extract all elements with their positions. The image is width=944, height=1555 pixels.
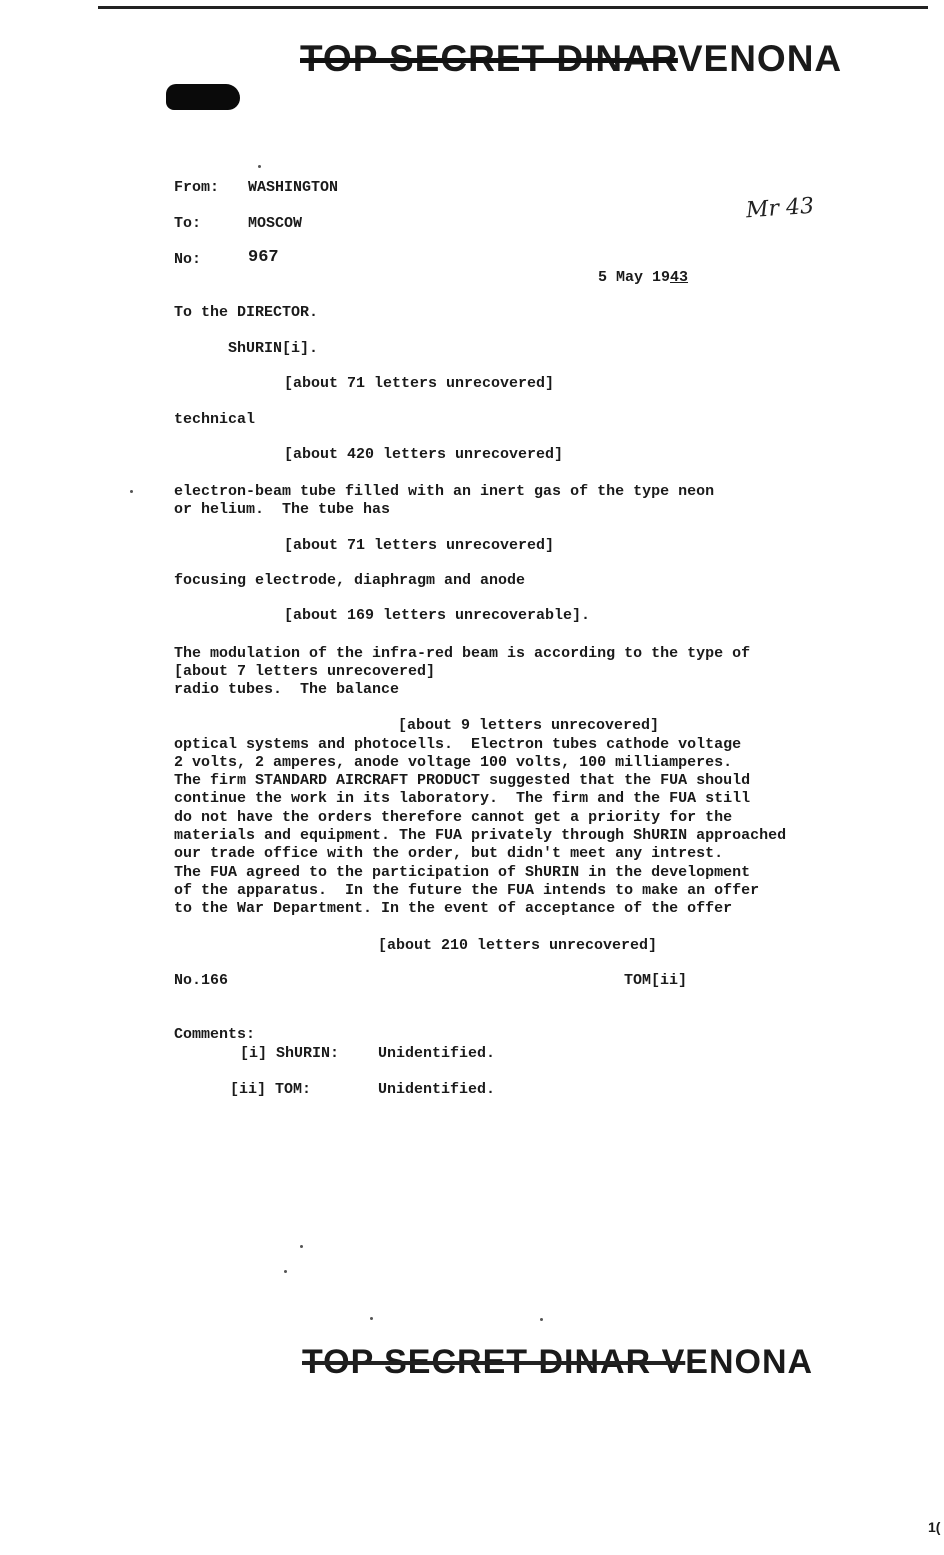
handwritten-reference: Mr 43	[745, 193, 815, 224]
paragraph-line: of the apparatus. In the future the FUA intends to make an offer	[174, 882, 760, 899]
paragraph-line: or helium. The tube has	[174, 501, 391, 518]
shurin-reference: ShURIN[i].	[228, 340, 319, 357]
classification-marking-top	[300, 38, 842, 80]
serial-number: No.166	[174, 972, 229, 989]
scan-speck	[130, 490, 133, 493]
paragraph-line: electron-beam tube filled with an inert gas of the type neon	[174, 483, 715, 500]
comment-value: Unidentified.	[378, 1081, 496, 1098]
gap-note: [about 71 letters unrecovered]	[284, 375, 555, 392]
top-border-rule	[98, 6, 928, 9]
paragraph-line: 2 volts, 2 amperes, anode voltage 100 volts, 100 milliamperes.	[174, 754, 733, 771]
scan-speck	[284, 1270, 287, 1273]
comment-key: [ii] TOM:	[230, 1081, 312, 1098]
comments-heading: Comments:	[174, 1026, 256, 1043]
scan-speck	[540, 1318, 543, 1321]
signature: TOM[ii]	[624, 972, 688, 989]
paragraph-line: continue the work in its laboratory. The firm and the FUA still	[174, 790, 751, 807]
comment-key: [i] ShURIN:	[240, 1045, 340, 1062]
struck-classification: TOP SECRET DINAR V	[302, 1343, 686, 1381]
scan-speck	[370, 1317, 373, 1320]
addressee: To the DIRECTOR.	[174, 304, 319, 321]
paragraph-line: radio tubes. The balance	[174, 681, 400, 698]
gap-note: [about 169 letters unrecoverable].	[284, 607, 591, 624]
gap-note: [about 9 letters unrecovered]	[398, 717, 660, 734]
paragraph-line: to the War Department. In the event of acceptance of the offer	[174, 900, 733, 917]
word-technical: technical	[174, 411, 256, 428]
from-label: From:	[174, 179, 220, 196]
gap-note: [about 71 letters unrecovered]	[284, 537, 555, 554]
classification-marking-bottom	[302, 1343, 813, 1382]
no-label: No:	[174, 251, 202, 268]
venona-label: VENONA	[677, 38, 843, 79]
page-mark: 1(	[928, 1519, 941, 1535]
to-value: MOSCOW	[248, 215, 303, 232]
scan-speck	[258, 165, 261, 168]
to-label: To:	[174, 215, 202, 232]
venona-label: ENONA	[685, 1343, 814, 1381]
no-value: 967	[248, 248, 279, 267]
paragraph-line: materials and equipment. The FUA privately through ShURIN approached	[174, 827, 787, 844]
gap-note: [about 420 letters unrecovered]	[284, 446, 564, 463]
gap-note: [about 210 letters unrecovered]	[378, 937, 658, 954]
paragraph-line: The modulation of the infra-red beam is according to the type of	[174, 645, 751, 662]
gap-note: [about 7 letters unrecovered]	[174, 663, 436, 680]
scan-speck	[300, 1245, 303, 1248]
struck-classification: TOP SECRET DINAR	[300, 38, 678, 79]
paragraph-line: optical systems and photocells. Electron tubes cathode voltage	[174, 736, 742, 753]
message-date: 5 May 1943	[598, 269, 689, 286]
from-value: WASHINGTON	[248, 179, 339, 196]
redaction-blot	[166, 84, 240, 110]
paragraph-line: The FUA agreed to the participation of ShURIN in the development	[174, 864, 751, 881]
paragraph-line: The firm STANDARD AIRCRAFT PRODUCT suggested that the FUA should	[174, 772, 751, 789]
paragraph-line: our trade office with the order, but didn't meet any intrest.	[174, 845, 724, 862]
comment-value: Unidentified.	[378, 1045, 496, 1062]
paragraph-line: do not have the orders therefore cannot get a priority for the	[174, 809, 733, 826]
paragraph-line: focusing electrode, diaphragm and anode	[174, 572, 526, 589]
